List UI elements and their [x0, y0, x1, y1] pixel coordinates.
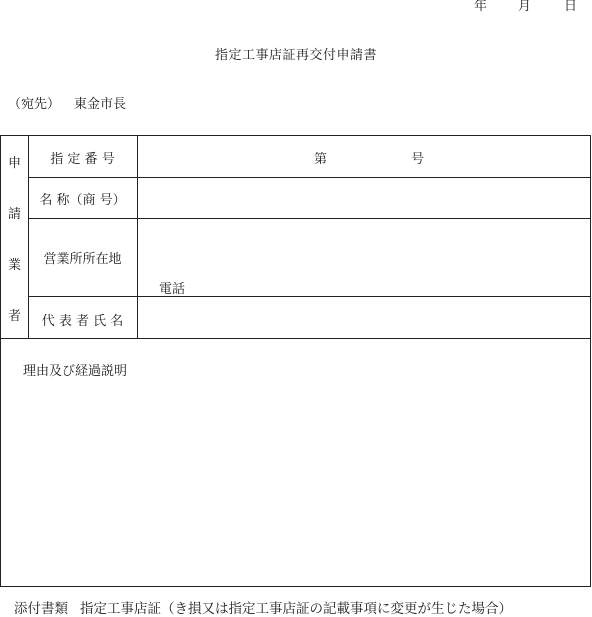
designation-number-suffix: 号 — [411, 152, 425, 167]
row-divider-2 — [28, 218, 590, 219]
date-year-label: 年 — [474, 0, 488, 14]
office-address-label: 営業所所在地 — [43, 252, 122, 267]
representative-name-label: 代 表 者 氏 名 — [41, 314, 124, 329]
addressee — [8, 93, 126, 112]
date-day-label: 日 — [564, 0, 578, 14]
side-label-char-1: 申 — [7, 156, 21, 171]
side-label-char-2: 請 — [7, 207, 21, 222]
reason-explanation-label: 理由及び経過説明 — [23, 364, 128, 379]
document-title: 指定工事店証再交付申請書 — [214, 48, 377, 63]
attachment-text: 指定工事店証（き損又は指定工事店証の記載事項に変更が生じた場合） — [80, 601, 512, 617]
business-name-label: 名 称（商 号） — [39, 193, 126, 208]
attachment-label: 添付書類 — [14, 601, 68, 617]
side-label-char-4: 者 — [7, 309, 21, 324]
label-divider-line — [137, 136, 138, 339]
row-divider-1 — [28, 177, 590, 178]
addressee-prefix: （宛先） — [8, 97, 61, 112]
section-divider — [1, 338, 590, 339]
side-label-char-3: 業 — [7, 258, 21, 273]
date-month-label: 月 — [518, 0, 532, 14]
addressee-name: 東金市長 — [74, 97, 127, 112]
application-form — [0, 135, 591, 587]
designation-number-label: 指 定 番 号 — [50, 152, 115, 167]
row-divider-3 — [28, 296, 590, 297]
phone-label: 電話 — [159, 282, 186, 297]
designation-number-prefix: 第 — [314, 152, 328, 167]
attachment-line — [14, 597, 512, 617]
